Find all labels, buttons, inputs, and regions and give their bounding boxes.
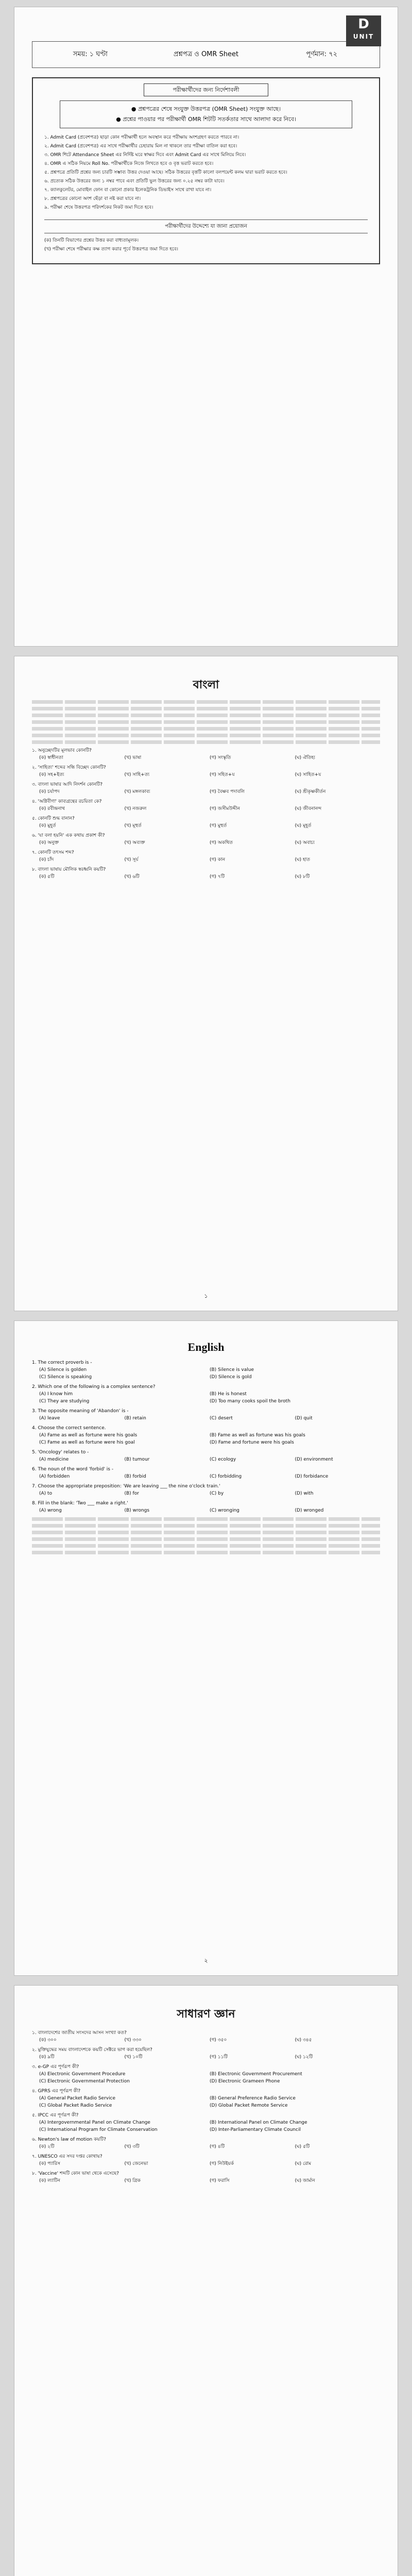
answer-option[interactable]: (C) International Program for Climate Conservation xyxy=(39,2127,158,2132)
answer-option[interactable]: (B) tumour xyxy=(124,1457,150,1462)
answer-option[interactable]: (ক) ২টি xyxy=(39,2144,55,2149)
option-row xyxy=(32,1507,380,1514)
answer-option[interactable]: (B) International Panel on Climate Change xyxy=(210,2120,307,2125)
answer-option[interactable]: (খ) সাহি+ত্য xyxy=(124,772,150,777)
question-text: ৭. UNESCO এর সদর দপ্তর কোথায়? xyxy=(32,2154,102,2159)
answer-option[interactable]: (গ) ১১টি xyxy=(210,2055,228,2060)
answer-option[interactable]: (C) forbidding xyxy=(210,1474,242,1479)
instruction-item: ৭. ক্যালকুলেটর, মোবাইল ফোন বা কোনো প্রকার ইলেকট্রনিক ডিভাইস সাথে রাখা যাবে না। xyxy=(44,188,212,193)
option-row xyxy=(32,805,380,812)
option-row xyxy=(32,822,380,829)
answer-option[interactable]: (B) General Preference Radio Service xyxy=(210,2096,296,2101)
answer-option[interactable]: (গ) জসীমউদ্দীন xyxy=(210,806,240,811)
question-text: ৩. e-GP এর পূর্ণরূপ কী? xyxy=(32,2064,79,2070)
question-item xyxy=(32,781,380,795)
answer-option[interactable]: (ক) অনুক্ত xyxy=(39,840,59,845)
question-item xyxy=(32,2170,380,2184)
option-row xyxy=(32,1456,380,1463)
answer-option[interactable]: (A) General Packet Radio Service xyxy=(39,2096,116,2101)
answer-option[interactable]: (ক) চর্যাপদ xyxy=(39,789,60,794)
answer-option[interactable]: (D) wronged xyxy=(295,1508,324,1513)
warning-title: পরীক্ষার্থীদের উদ্দেশ্যে যা জানা প্রয়োজন xyxy=(44,219,368,233)
passage-line xyxy=(32,1517,380,1521)
instruction-item: ৫. প্রশ্নপত্রে প্রতিটি প্রশ্নের জন্য চারটি সম্ভাব্য উত্তর দেওয়া আছে। সঠিক উত্তরের বৃত্তটি কালো বলপয়েন্ট কলম দ্বারা ভরাট করতে হবে। xyxy=(44,170,287,175)
answer-option[interactable]: (C) They are studying xyxy=(39,1399,90,1404)
question-item xyxy=(32,866,380,880)
answer-option[interactable]: (ঘ) জীবনানন্দ xyxy=(295,806,322,811)
answer-option[interactable]: (C) Electronic Governmental Protection xyxy=(39,2079,130,2084)
exam-sheet: প্রশ্নপত্র ও OMR Sheet xyxy=(173,50,239,58)
warning-item: (খ) পরীক্ষা শেষে পরীক্ষার কক্ষ ত্যাগ করার পূর্বে উত্তরপত্র জমা দিতে হবে। xyxy=(44,247,179,252)
answer-option[interactable]: (A) Fame as well as fortune were his goals xyxy=(39,1433,138,1438)
option-row xyxy=(32,788,380,795)
question-text: ৭. কোনটি তৎসম শব্দ? xyxy=(32,850,74,855)
answer-option[interactable]: (D) quit xyxy=(295,1416,313,1421)
bangla-questions xyxy=(32,747,380,880)
question-text: ৪. GPRS এর পূর্ণরূপ কী? xyxy=(32,2089,81,2094)
question-item xyxy=(32,2088,380,2109)
answer-option[interactable]: (B) Silence is value xyxy=(210,1367,254,1372)
answer-option[interactable]: (B) retain xyxy=(124,1416,146,1421)
question-text: ৮. বাংলা ভাষায় মৌলিক স্বরধ্বনি কয়টি? xyxy=(32,867,106,872)
answer-option[interactable]: (ঘ) সাহিত+য xyxy=(295,772,321,777)
passage-line xyxy=(32,720,380,724)
answer-option[interactable]: (ঘ) ১২টি xyxy=(295,2055,313,2060)
exam-header xyxy=(32,41,380,68)
answer-option[interactable]: (খ) মঙ্গলকাব্য xyxy=(124,789,150,794)
answer-option[interactable]: (ক) প্যারিস xyxy=(39,2161,60,2166)
answer-option[interactable]: (ক) ৫টি xyxy=(39,874,55,879)
answer-option[interactable]: (A) forbidden xyxy=(39,1474,70,1479)
answer-option[interactable]: (খ) ৬টি xyxy=(124,874,140,879)
section-title-english: English xyxy=(187,1341,225,1353)
instructions-title: পরীক্ষার্থীদের জন্য নির্দেশাবলী xyxy=(144,83,268,96)
question-text: 5. 'Oncology' relates to - xyxy=(32,1450,89,1455)
answer-option[interactable]: (D) forbidance xyxy=(295,1474,329,1479)
question-text: 7. Choose the appropriate preposition: 'We are leaving ___ the nine o'clock train.' xyxy=(32,1484,220,1489)
option-row xyxy=(32,1473,380,1480)
answer-option[interactable]: (খ) ভাষা xyxy=(124,755,142,760)
answer-option[interactable]: (ক) চাঁদ xyxy=(39,857,54,862)
answer-option[interactable]: (গ) সহিত+য xyxy=(210,772,235,777)
answer-option[interactable]: (গ) মুহুর্ত xyxy=(210,823,227,828)
answer-option[interactable]: (ঘ) ৮টি xyxy=(295,874,310,879)
option-row xyxy=(32,1490,380,1497)
bangla-page xyxy=(14,656,398,1311)
passage-line xyxy=(32,727,380,731)
gk-page xyxy=(14,1986,398,2576)
answer-option[interactable]: (গ) বৈষ্ণব পদাবলি xyxy=(210,789,245,794)
section-title-bangla: বাংলা xyxy=(193,679,219,691)
answer-option[interactable]: (ক) মুহূর্ত xyxy=(39,823,56,828)
answer-option[interactable]: (D) environment xyxy=(295,1457,333,1462)
instruction-item: ১. Admit Card (প্রবেশপত্র) ছাড়া কোন পরীক্ষার্থী হলে অবস্থান করে পরীক্ষায় অংশগ্রহণ করতে পারবে না। xyxy=(44,135,239,140)
answer-option[interactable]: (A) I know him xyxy=(39,1392,73,1397)
answer-option[interactable]: (ঘ) ঐতিহ্য xyxy=(295,755,315,760)
unit-label: UNIT xyxy=(353,33,374,40)
question-text: 2. Which one of the following is a complex sentence? xyxy=(32,1384,156,1389)
option-row xyxy=(32,2037,380,2044)
instruction-item: ২. Admit Card (প্রবেশপত্র) এর সাথে পরীক্ষার্থীর চেহারায় মিল না থাকলে তার পরীক্ষা বাতিল করা হবে। xyxy=(44,144,237,149)
passage-line xyxy=(32,714,380,717)
answer-option[interactable]: (A) Electronic Government Procedure xyxy=(39,2072,126,2077)
passage-line xyxy=(32,700,380,704)
answer-option[interactable]: (D) Silence is gold xyxy=(210,1375,252,1380)
answer-option[interactable]: (খ) অব্যক্ত xyxy=(124,840,145,845)
option-row xyxy=(32,2177,380,2184)
passage-line xyxy=(32,1544,380,1548)
option-row xyxy=(32,2095,380,2109)
answer-option[interactable]: (D) Fame and fortune were his goals xyxy=(210,1440,294,1445)
option-row xyxy=(32,771,380,778)
answer-option[interactable]: (গ) ৭টি xyxy=(210,874,225,879)
option-row xyxy=(32,873,380,880)
answer-option[interactable]: (ঘ) জার্মান xyxy=(295,2178,315,2183)
option-row xyxy=(32,1366,380,1381)
answer-option[interactable]: (ক) ৩০০ xyxy=(39,2038,57,2043)
question-text: ৫. কোনটি শুদ্ধ বানান? xyxy=(32,816,75,821)
answer-option[interactable]: (গ) ফরাসি xyxy=(210,2178,230,2183)
answer-option[interactable]: (ঘ) মূহূর্ত xyxy=(295,823,312,828)
answer-option[interactable]: (খ) ৩টি xyxy=(124,2144,140,2149)
question-item xyxy=(32,1483,380,1497)
answer-option[interactable]: (গ) ৪টি xyxy=(210,2144,225,2149)
answer-option[interactable]: (গ) সংস্কৃতি xyxy=(210,755,231,760)
answer-option[interactable]: (ক) সহ+ইত্য xyxy=(39,772,64,777)
answer-option[interactable]: (B) wrongs xyxy=(124,1508,150,1513)
instruction-item: ৮. প্রশ্নপত্রের কোনো অংশ ছেঁড়া বা নষ্ট করা যাবে না। xyxy=(44,196,141,201)
page-number: ২ xyxy=(204,1957,208,1964)
question-item xyxy=(32,2153,380,2167)
question-text: ৫. IPCC এর পূর্ণরূপ কী? xyxy=(32,2113,79,2118)
question-item xyxy=(32,1425,380,1446)
answer-option[interactable]: (খ) নজরুল xyxy=(124,806,147,811)
instruction-item: ৪. OMR এ সঠিক নিয়মে Roll No. পরীক্ষার্থীকে নিজে লিখতে হবে ও বৃত্ত ভরাট করতে হবে। xyxy=(44,161,214,166)
unit-badge xyxy=(346,15,381,46)
instructions-box xyxy=(32,77,380,264)
cover-page xyxy=(14,7,398,646)
answer-option[interactable]: (B) for xyxy=(124,1491,139,1496)
answer-option[interactable]: (D) with xyxy=(295,1491,314,1496)
question-text: 4. Choose the correct sentence. xyxy=(32,1426,106,1431)
answer-option[interactable]: (গ) নিউইয়র্ক xyxy=(210,2161,234,2166)
answer-option[interactable]: (C) ecology xyxy=(210,1457,236,1462)
question-item xyxy=(32,1449,380,1463)
question-text: ৮. 'Vaccine' শব্দটি কোন ভাষা থেকে এসেছে? xyxy=(32,2171,119,2176)
question-text: ৩. বাংলা ভাষার আদি নিদর্শন কোনটি? xyxy=(32,782,103,787)
question-item xyxy=(32,798,380,812)
passage-line xyxy=(32,740,380,744)
passage-line xyxy=(32,734,380,737)
option-row xyxy=(32,839,380,846)
question-item xyxy=(32,849,380,863)
answer-option[interactable]: (খ) ৩৩০ xyxy=(124,2038,142,2043)
option-row xyxy=(32,1432,380,1446)
question-text: ৬. Newton's law of motion কয়টি? xyxy=(32,2137,106,2142)
question-item xyxy=(32,2046,380,2061)
answer-option[interactable]: (ঘ) রোম xyxy=(295,2161,312,2166)
answer-option[interactable]: (খ) সূর্য xyxy=(124,857,139,862)
passage-line xyxy=(32,1524,380,1528)
question-text: ১. বাংলাদেশের জাতীয় সংসদের আসন সংখ্যা কত? xyxy=(32,2030,127,2036)
question-item xyxy=(32,1408,380,1422)
answer-option[interactable]: (D) Global Packet Remote Service xyxy=(210,2103,288,2108)
question-item xyxy=(32,2029,380,2044)
answer-option[interactable]: (ঘ) ৩৪৫ xyxy=(295,2038,312,2043)
instruction-item: ৬. প্রত্যেক সঠিক উত্তরের জন্য ১ নম্বর পাবে এবং প্রতিটি ভুল উত্তরের জন্য ০.২৫ নম্বর কাটা যাবে। xyxy=(44,179,225,184)
instruction-item: ৩. OMR শিটে Attendance Sheet এর নির্দিষ্ট ঘরে স্বাক্ষর দিবে এবং Admit Card এর সাথে মিলিয়ে নিবে। xyxy=(44,152,246,158)
question-item xyxy=(32,815,380,829)
answer-option[interactable]: (D) Too many cooks spoil the broth xyxy=(210,1399,290,1404)
option-row xyxy=(32,754,380,761)
answer-option[interactable]: (ঘ) অবাচ্য xyxy=(295,840,315,845)
answer-option[interactable]: (ঘ) ৫টি xyxy=(295,2144,310,2149)
page-number: ১ xyxy=(204,1293,208,1299)
answer-option[interactable]: (C) Fame as well as fortune were his goal xyxy=(39,1440,135,1445)
warning-item: (ক) তিনটি বিভাগের প্রশ্নের উত্তর করা বাধ্যতামূলক। xyxy=(44,238,139,243)
answer-option[interactable]: (গ) ৩৫০ xyxy=(210,2038,227,2043)
question-text: 3. The opposite meaning of 'Abandon' is - xyxy=(32,1409,129,1414)
answer-option[interactable]: (C) Silence is speaking xyxy=(39,1375,92,1380)
option-row xyxy=(32,2160,380,2167)
passage-line xyxy=(32,1551,380,1554)
question-text: ৬. 'যা বলা হয়নি' এক কথায় প্রকাশ কী? xyxy=(32,833,105,838)
answer-option[interactable]: (ঘ) শ্রীকৃষ্ণকীর্তন xyxy=(295,789,326,794)
answer-option[interactable]: (B) He is honest xyxy=(210,1392,247,1397)
highlight-line: ● প্রশ্নপত্রের শেষে সংযুক্ত উত্তরপত্র (OMR Sheet) সংযুক্ত আছে। xyxy=(131,106,281,112)
exam-time: সময়: ১ ঘণ্টা xyxy=(73,50,108,58)
answer-option[interactable]: (B) Fame as well as fortune was his goals xyxy=(210,1433,305,1438)
answer-option[interactable]: (ক) ল্যাটিন xyxy=(39,2178,60,2183)
answer-option[interactable]: (ক) ৯টি xyxy=(39,2055,55,2060)
english-page xyxy=(14,1321,398,1975)
option-row xyxy=(32,1391,380,1405)
question-item xyxy=(32,1466,380,1480)
answer-option[interactable]: (খ) মূহুর্ত xyxy=(124,823,142,828)
question-item xyxy=(32,1359,380,1381)
passage-line xyxy=(32,707,380,710)
option-row xyxy=(32,856,380,863)
question-text: ২. মুক্তিযুদ্ধের সময় বাংলাদেশকে কয়টি সেক্টরে ভাগ করা হয়েছিল? xyxy=(32,2047,152,2053)
question-text: 6. The noun of the word 'forbid' is - xyxy=(32,1467,114,1472)
answer-option[interactable]: (ক) রবীন্দ্রনাথ xyxy=(39,806,65,811)
unit-letter: D xyxy=(358,16,369,32)
answer-option[interactable]: (D) Electronic Grameen Phone xyxy=(210,2079,280,2084)
passage-line xyxy=(32,1537,380,1541)
answer-option[interactable]: (A) wrong xyxy=(39,1508,62,1513)
answer-option[interactable]: (A) Silence is golden xyxy=(39,1367,87,1372)
gk-questions xyxy=(32,2029,380,2184)
question-text: ৪. 'অগ্নিবীণা' কাব্যগ্রন্থের রচয়িতা কে? xyxy=(32,799,102,804)
instruction-item: ৯. পরীক্ষা শেষে উত্তরপত্র পরিদর্শকের নিকট জমা দিতে হবে। xyxy=(44,205,153,210)
answer-option[interactable]: (B) Electronic Government Procurement xyxy=(210,2072,302,2077)
english-questions xyxy=(32,1359,380,1514)
answer-option[interactable]: (B) forbid xyxy=(124,1474,146,1479)
answer-option[interactable]: (A) Intergovernmental Panel on Climate Change xyxy=(39,2120,150,2125)
question-text: 1. The correct proverb is - xyxy=(32,1360,92,1365)
question-item xyxy=(32,1383,380,1405)
question-item xyxy=(32,2112,380,2133)
question-item xyxy=(32,764,380,778)
option-row xyxy=(32,2119,380,2133)
answer-option[interactable]: (C) by xyxy=(210,1491,224,1496)
spacer xyxy=(32,880,380,1076)
answer-option[interactable]: (খ) জেনেভা xyxy=(124,2161,148,2166)
question-item xyxy=(32,1500,380,1514)
option-row xyxy=(32,1415,380,1422)
answer-option[interactable]: (C) desert xyxy=(210,1416,233,1421)
question-item xyxy=(32,747,380,761)
answer-option[interactable]: (C) wronging xyxy=(210,1508,239,1513)
question-item xyxy=(32,832,380,846)
answer-option[interactable]: (ক) স্বাধীনতা xyxy=(39,755,63,760)
exam-marks: পূর্ণমান: ৭২ xyxy=(306,50,338,58)
option-row xyxy=(32,2071,380,2085)
question-item xyxy=(32,2063,380,2085)
section-title-gk: সাধারণ জ্ঞান xyxy=(177,2008,235,2021)
answer-option[interactable]: (গ) কান xyxy=(210,857,226,862)
option-row xyxy=(32,2143,380,2150)
answer-option[interactable]: (ঘ) হাত xyxy=(295,857,311,862)
answer-option[interactable]: (A) leave xyxy=(39,1416,60,1421)
answer-option[interactable]: (খ) গ্রিক xyxy=(124,2178,141,2183)
option-row xyxy=(32,2054,380,2061)
answer-option[interactable]: (A) to xyxy=(39,1491,53,1496)
answer-option[interactable]: (A) medicine xyxy=(39,1457,69,1462)
answer-option[interactable]: (D) Inter-Parliamentary Climate Council xyxy=(210,2127,301,2132)
question-text: 8. Fill in the blank: 'Two ___ make a right.' xyxy=(32,1501,128,1506)
question-text: ১. অনুচ্ছেদটির মূলভাব কোনটি? xyxy=(32,748,92,753)
question-item xyxy=(32,2136,380,2150)
answer-option[interactable]: (গ) অকথিত xyxy=(210,840,233,845)
question-text: ২. 'সাহিত্য' শব্দের সন্ধি বিচ্ছেদ কোনটি? xyxy=(32,765,106,770)
answer-option[interactable]: (C) Global Packet Radio Service xyxy=(39,2103,112,2108)
passage-line xyxy=(32,1531,380,1534)
highlight-line: ● প্রশ্নের পাওয়ার পর পরীক্ষার্থী OMR শিটটি সতর্কতার সাথে আলাদা করে নিবে। xyxy=(116,116,296,123)
instructions-highlight xyxy=(60,100,352,128)
answer-option[interactable]: (খ) ১০টি xyxy=(124,2055,143,2060)
